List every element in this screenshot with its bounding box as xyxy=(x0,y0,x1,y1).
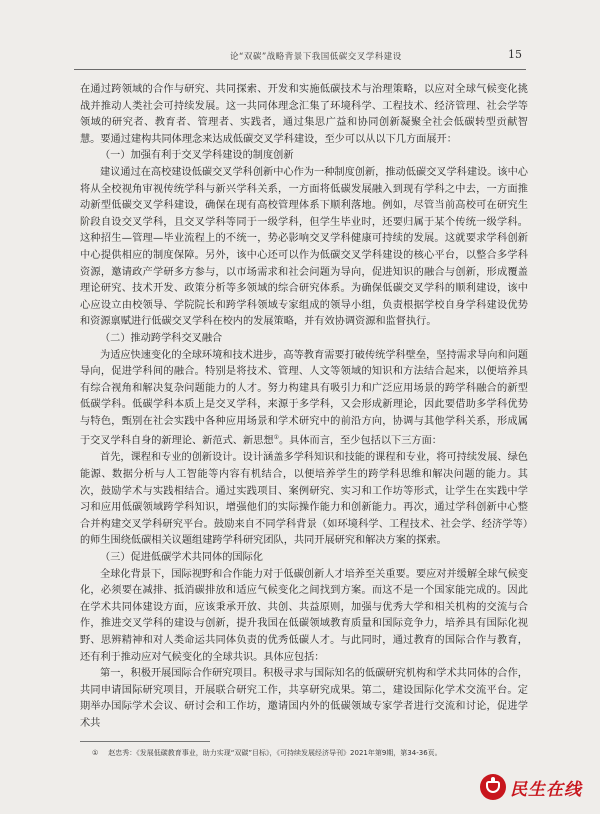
body-text xyxy=(80,82,528,733)
footnote-rule xyxy=(80,741,210,742)
paragraph: 第一，积极开展国际合作研究项目。积极寻求与国际知名的低碳研究机构和学术共同体的合作，共同申请国际研究项目，开展联合研究工作，共享研究成果。第二，建设国际化学术交流平台。定期举办国际学术会议、研讨会和工作坊，邀请国内外的低碳领域专家学者进行交流和讨论，促进学术共 xyxy=(80,668,528,729)
section-heading: （一）加强有利于交叉学科建设的制度创新 xyxy=(100,150,294,162)
minsheng-logo-icon xyxy=(480,774,506,800)
footnote-mark: ① xyxy=(92,749,99,757)
paragraph: 在通过跨领域的合作与研究、共同探索、开发和实施低碳技术与治理策略，以应对全球气候变化挑战并推动人类社会可持续发展。这一共同体理念汇集了环境科学、工程技术、经济管理、社会学等领域的研究者、教育者、管理者、实践者，通过集思广益和协同创新凝聚全社会低碳转型贡献智慧。要通过建构共同体理念来达成低碳交叉学科建设，至少可以从以下几方面展开： xyxy=(80,84,528,145)
paragraph: 建议通过在高校建设低碳交叉学科创新中心作为一种制度创新，推动低碳交叉学科建设。该中心将从全校视角审视传统学科与新兴学科关系，一方面将低碳发展融入到现有学科之中去，一方面推动新型低碳交叉学科建设，确保在现有高校管理体系下顺利落地。例如，尽管当前高校可在研究生阶段自设交叉学科，且交叉学科等同于一级学科，但学生毕业时，还要归属于某个传统一级学科。这种招生—管理—毕业流程上的不统一，势必影响交叉学科健康可持续的发展。这就要求学科创新中心提供相应的制度保障。另外，该中心还可以作为低碳交叉学科建设的核心平台，以整合多学科资源，邀请政产学研多方参与，以市场需求和社会问题为导向，促进知识的融合与创新，形成覆盖理论研究、技术开发、政策分析等多领域的综合研究体系。为确保低碳交叉学科的顺利建设，该中心应设立由校领导、学院院长和跨学科领域专家组成的领导小组，负责根据学校自身学科建设优势和资源禀赋进行低碳交叉学科在校内的发展策略，并有效协调资源和监督执行。 xyxy=(80,166,528,328)
footnote xyxy=(92,748,522,758)
watermark-text: 民生在线 xyxy=(510,779,582,800)
page-number: 15 xyxy=(508,48,522,61)
paragraph: 首先，课程和专业的创新设计。设计涵盖多学科知识和技能的课程和专业，将可持续发展、绿色能源、数据分析与人工智能等内容有机结合，以便培养学生的跨学科思维和解决问题的能力。其次，鼓励学术与实践相结合。通过实践项目、案例研究、实习和工作坊等形式，让学生在实践中学习和应用低碳领域跨学科知识，增强他们的实际操作能力和创新能力。再次，通过学科创新中心整合并构建交叉学科研究平台。鼓励来自不同学科背景（如环境科学、工程技术、社会学、经济学等）的师生围绕低碳相关议题组建跨学科研究团队，共同开展研究和解决方案的探索。 xyxy=(80,452,528,547)
section-heading: （三）促进低碳学术共同体的国际化 xyxy=(100,552,263,564)
footnote-text: 赵忠秀：《发展低碳教育事业，助力实现“双碳”目标》，《可持续发展经济导刊》2021年第9期，第34-36页。 xyxy=(108,749,442,757)
paragraph: 全球化背景下，国际视野和合作能力对于低碳创新人才培养至关重要。要应对并缓解全球气候变化，必须要在减排、抵消碳排放和适应气候变化之间找到方案。而这不是一个国家能完成的。因此在学术共同体建设方面，应该秉承开放、共创、共益原则，加强与优秀大学和相关机构的交流与合作，推进交叉学科的建设与创新，提升我国在低碳领域教育质量和国际竞争力，培养具有国际化视野、思辨精神和对人类命运共同体负责的优秀低碳人才。与此同时，通过教育的国际合作与教育，还有利于推动应对气候变化的全球共识。具体应包括： xyxy=(80,568,528,663)
footnote-reference[interactable]: ① xyxy=(273,434,279,442)
paragraph: 为适应快速变化的全球环境和技术进步，高等教育需要打破传统学科壁垒，坚持需求导向和问题导向，促进学科间的融合。特别是将技术、管理、人文等领域的知识和方法结合起来，以便培养具有综合视角和解决复杂问题能力的人才。努力构建具有吸引力和广泛应用场景的跨学科融合的新型低碳学科。低碳学科本质上是交叉学科，来源于多学科，又会形成新理论，因此要借助多学科优势与特色，甄别在社会实践中各种应用场景和学术研究中的前沿方向，协调与其他学科关系，形成属于交叉学科自身的新理论、新范式、新思想①。具体而言，至少包括以下三方面： xyxy=(80,349,528,447)
running-title: 论“双碳”战略背景下我国低碳交叉学科建设 xyxy=(230,52,402,62)
watermark xyxy=(480,774,582,800)
running-header xyxy=(0,50,600,66)
header-rule xyxy=(74,69,526,70)
section-heading: （二）推动跨学科交叉融合 xyxy=(100,332,223,344)
